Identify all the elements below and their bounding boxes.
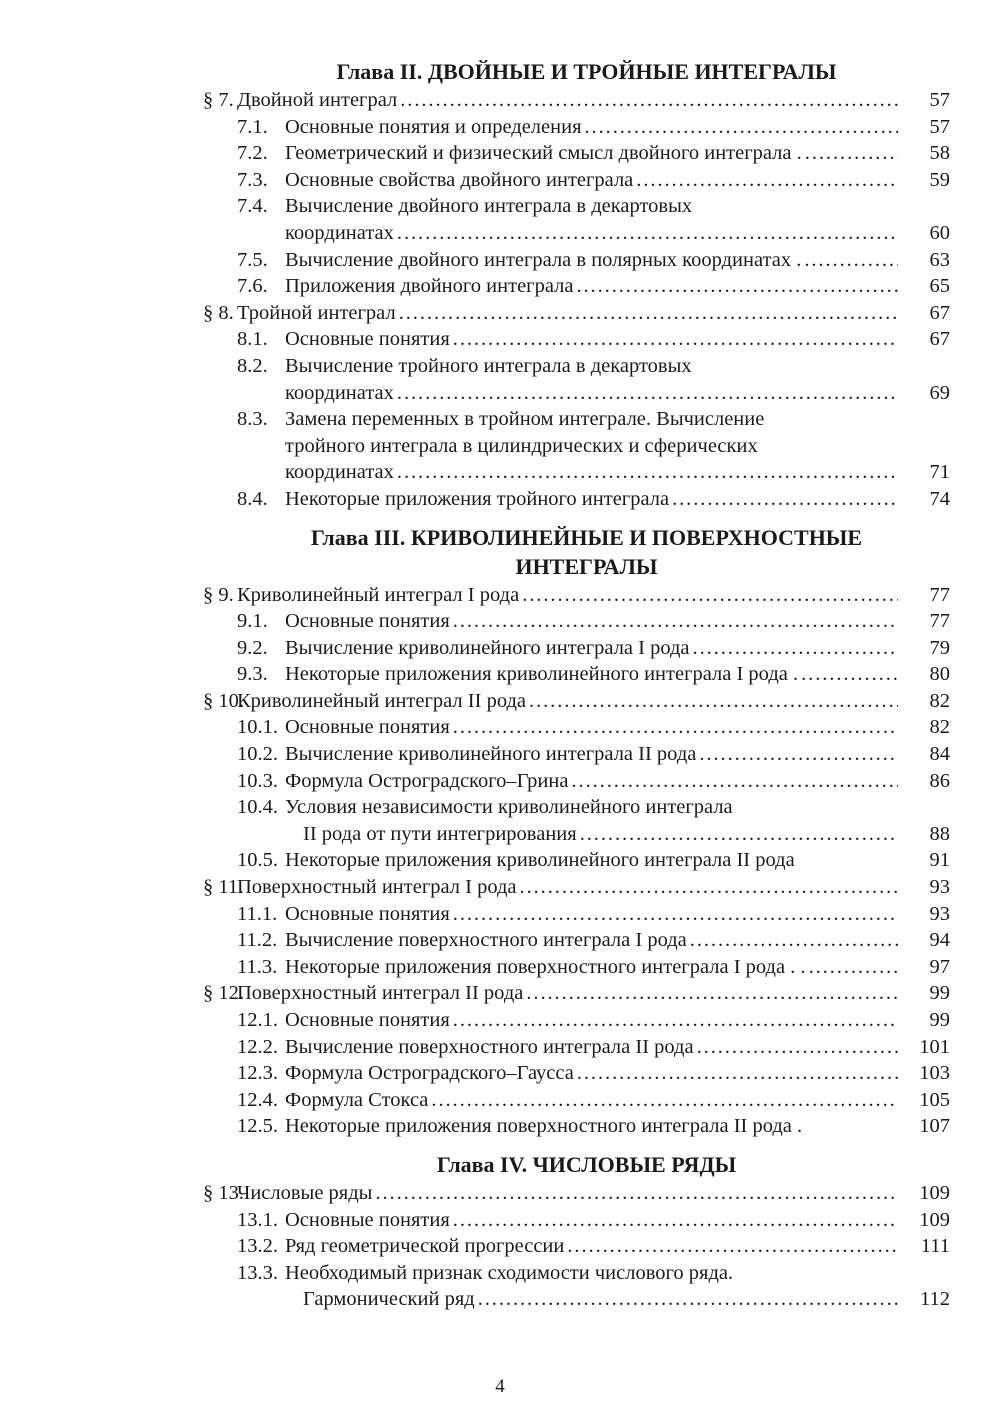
dot-leader <box>694 1034 898 1061</box>
dot-leader <box>450 326 898 353</box>
entry-page-number: 93 <box>929 902 950 925</box>
entry-page-spacer <box>898 433 950 460</box>
toc-subsection-entry[interactable] <box>203 954 950 981</box>
toc-subsection-entry[interactable] <box>203 768 950 795</box>
entry-page-number: 93 <box>929 876 950 899</box>
entry-page-number: 65 <box>929 275 950 298</box>
entry-title-text: Формула Стокса <box>285 1088 429 1111</box>
entry-title-text: Формула Остроградского–Грина <box>285 769 569 792</box>
entry-title-text: координатах <box>285 221 394 244</box>
toc-section-entry[interactable] <box>203 980 950 1007</box>
chapter-title: Глава II. ДВОЙНЫЕ И ТРОЙНЫЕ ИНТЕГРАЛЫ <box>336 59 837 84</box>
entry-title-text: Вычисление двойного интеграла в декартовых <box>285 195 693 218</box>
entry-title-line <box>285 167 898 194</box>
entry-page-number: 94 <box>929 929 950 952</box>
entry-title-text: Основные понятия <box>285 1009 450 1031</box>
entry-title-line <box>285 140 898 167</box>
dot-leader <box>450 714 898 741</box>
entry-title-line <box>285 247 898 274</box>
toc-subsection-entry[interactable] <box>203 821 950 848</box>
toc-subsection-entry[interactable] <box>203 1034 950 1061</box>
entry-page-spacer <box>898 406 950 433</box>
entry-title-line <box>203 433 898 460</box>
entry-title-text: Некоторые приложения поверхностного интеграла I рода . . <box>285 955 806 978</box>
entry-page-spacer <box>898 794 950 821</box>
entry-page-number: 84 <box>929 743 950 766</box>
dot-leader <box>801 247 898 274</box>
toc-subsection-entry[interactable] <box>203 380 950 407</box>
entry-page-number: 77 <box>929 583 950 606</box>
table-of-contents <box>203 58 950 1313</box>
entry-title-text: Некоторые приложения тройного интеграла <box>285 487 670 510</box>
dot-leader <box>573 273 898 300</box>
entry-title-text: Основные понятия <box>285 902 450 925</box>
entry-page-number: 97 <box>929 955 950 978</box>
entry-page-number: 82 <box>929 716 950 739</box>
entry-title-line <box>285 273 898 300</box>
toc-subsection-entry[interactable] <box>203 1286 950 1313</box>
entry-page-number: 103 <box>919 1062 950 1085</box>
entry-number: § 9. <box>203 583 234 606</box>
toc-subsection-entry[interactable] <box>203 661 950 688</box>
dot-leader <box>669 486 898 513</box>
entry-title-text: Двойной интеграл <box>237 89 398 111</box>
entry-title-line <box>237 1180 898 1207</box>
entry-number: § 8. <box>203 301 234 324</box>
dot-leader <box>396 300 898 327</box>
toc-subsection-entry[interactable] <box>203 714 950 741</box>
entry-title-text: Ряд геометрической прогрессии <box>285 1235 565 1258</box>
entry-page-number: 99 <box>929 1009 950 1031</box>
entry-number: 8.1. <box>237 328 268 351</box>
toc-subsection-entry[interactable] <box>203 140 950 167</box>
entry-number: 12.3. <box>237 1062 278 1085</box>
dot-leader <box>568 768 898 795</box>
dot-leader <box>523 980 898 1007</box>
entry-page-number: 82 <box>929 689 950 712</box>
entry-page-number: 67 <box>929 328 950 351</box>
dot-leader <box>564 1233 898 1260</box>
dot-leader <box>394 459 898 486</box>
entry-number: 10.1. <box>237 716 278 739</box>
entry-number: 11.1. <box>237 902 278 925</box>
entry-page-number: 86 <box>929 769 950 792</box>
toc-subsection-entry[interactable] <box>203 167 950 194</box>
dot-leader <box>526 688 898 715</box>
toc-subsection-entry[interactable] <box>203 741 950 768</box>
chapter-title: Глава IV. ЧИСЛОВЫЕ РЯДЫ <box>436 1151 737 1177</box>
toc-section-entry[interactable] <box>203 87 950 114</box>
toc-section-entry[interactable] <box>203 582 950 609</box>
entry-title-line <box>237 582 898 609</box>
dot-leader <box>582 114 899 141</box>
entry-title-text: Некоторые приложения криволинейного интеграла I рода . <box>285 663 799 686</box>
entry-page-number: 79 <box>929 636 950 659</box>
entry-page-number: 109 <box>919 1208 950 1231</box>
toc-subsection-entry[interactable] <box>203 794 950 821</box>
entry-title-line <box>285 1207 898 1234</box>
toc-subsection-entry[interactable] <box>203 406 950 433</box>
entry-number: 10.4. <box>237 796 278 819</box>
toc-subsection-entry[interactable] <box>203 220 950 247</box>
entry-number: 9.3. <box>237 663 268 686</box>
entry-number: 8.2. <box>237 354 268 377</box>
entry-title-text: Приложения двойного интеграла <box>285 275 574 298</box>
entry-title-line <box>285 1233 898 1260</box>
toc-subsection-entry[interactable] <box>203 1060 950 1087</box>
entry-title-text: Криволинейный интеграл II рода <box>237 689 527 712</box>
entry-number: 13.3. <box>237 1261 278 1284</box>
entry-title-text: Основные понятия <box>285 610 450 633</box>
entry-number: 8.3. <box>237 408 268 431</box>
entry-page-number: 57 <box>929 89 950 111</box>
toc-subsection-entry[interactable] <box>203 1087 950 1114</box>
toc-subsection-entry[interactable] <box>203 486 950 513</box>
dot-leader <box>394 380 898 407</box>
entry-number: 7.1. <box>237 115 268 138</box>
entry-number: 13.1. <box>237 1208 278 1231</box>
dot-leader <box>806 954 898 981</box>
entry-number: § 10. <box>203 689 244 712</box>
entry-title-line <box>285 1007 898 1034</box>
entry-page-number: 111 <box>920 1235 950 1258</box>
entry-title-text: координатах <box>285 381 394 404</box>
entry-page-number: 109 <box>919 1181 950 1204</box>
entry-title-line <box>285 353 898 380</box>
entry-title-line <box>237 874 898 901</box>
entry-page-number: 77 <box>929 610 950 633</box>
dot-leader <box>687 927 898 954</box>
entry-number: 7.2. <box>237 142 268 165</box>
dot-leader <box>372 1180 898 1207</box>
entry-title-line <box>285 768 898 795</box>
entry-number: 12.4. <box>237 1088 278 1111</box>
dot-leader <box>397 87 898 114</box>
entry-title-line <box>285 635 898 662</box>
entry-number: 12.1. <box>237 1009 278 1031</box>
entry-page-number: 88 <box>929 822 950 845</box>
entry-number: 9.1. <box>237 610 268 633</box>
toc-subsection-entry[interactable] <box>203 1260 950 1287</box>
dot-leader <box>450 608 898 635</box>
entry-number: 10.3. <box>237 769 278 792</box>
entry-title-text: Вычисление криволинейного интеграла II рода <box>285 743 697 766</box>
entry-title-text: Вычисление тройного интеграла в декартовых <box>285 354 692 377</box>
toc-subsection-entry[interactable] <box>203 247 950 274</box>
entry-title-text: тройного интеграла в цилиндрических и сферических <box>285 434 758 457</box>
dot-leader <box>517 874 898 901</box>
toc-subsection-entry[interactable] <box>203 459 950 486</box>
entry-number: 11.2. <box>237 929 278 952</box>
dot-leader <box>475 1286 898 1313</box>
entry-page-number: 99 <box>929 982 950 1005</box>
entry-page-spacer <box>898 193 950 220</box>
entry-page-number: 60 <box>929 221 950 244</box>
entry-title-line <box>285 1113 898 1140</box>
entry-title-line <box>203 821 898 848</box>
entry-page-number: 67 <box>929 301 950 324</box>
chapter-gap <box>203 513 950 524</box>
entry-number: § 12. <box>203 982 244 1005</box>
entry-title-text: Основные понятия <box>285 1208 450 1231</box>
entry-title-line <box>285 406 898 433</box>
entry-title-text: Некоторые приложения поверхностного интеграла II рода . <box>285 1115 803 1138</box>
entry-title-line <box>285 741 898 768</box>
dot-leader <box>802 140 898 167</box>
entry-title-line <box>203 380 898 407</box>
entry-title-line <box>285 608 898 635</box>
toc-subsection-entry[interactable] <box>203 847 950 874</box>
entry-number: 12.2. <box>237 1035 278 1058</box>
entry-number: 12.5. <box>237 1115 278 1138</box>
entry-page-number: 91 <box>929 849 950 872</box>
entry-title-line <box>237 980 898 1007</box>
entry-title-line <box>285 486 898 513</box>
toc-subsection-entry[interactable] <box>203 193 950 220</box>
entry-title-text: Поверхностный интеграл II рода <box>237 982 524 1005</box>
entry-number: 11.3. <box>237 955 278 978</box>
entry-page-number: 69 <box>929 381 950 404</box>
toc-subsection-entry[interactable] <box>203 608 950 635</box>
entry-title-line <box>237 300 898 327</box>
entry-page-number: 80 <box>929 663 950 686</box>
entry-number: § 11. <box>203 876 244 899</box>
entry-page-spacer <box>898 353 950 380</box>
entry-number: 10.2. <box>237 743 278 766</box>
toc-subsection-entry[interactable] <box>203 1207 950 1234</box>
toc-subsection-entry[interactable] <box>203 1113 950 1140</box>
entry-title-text: Числовые ряды <box>237 1181 373 1204</box>
entry-title-line <box>285 901 898 928</box>
entry-title-line <box>285 954 898 981</box>
entry-page-number: 58 <box>929 142 950 165</box>
toc-subsection-entry[interactable] <box>203 353 950 380</box>
entry-number: 13.2. <box>237 1235 278 1258</box>
toc-subsection-entry[interactable] <box>203 273 950 300</box>
entry-number: 7.3. <box>237 168 268 191</box>
chapter-title: Глава III. КРИВОЛИНЕЙНЫЕ И ПОВЕРХНОСТНЫЕ <box>310 524 863 550</box>
entry-title-text: Основные свойства двойного интеграла <box>285 168 634 191</box>
dot-leader <box>633 167 898 194</box>
toc-section-entry[interactable] <box>203 688 950 715</box>
entry-title-text: Необходимый признак сходимости числового ряда. <box>285 1261 734 1284</box>
entry-title-text: Вычисление поверхностного интеграла II рода <box>285 1035 694 1058</box>
toc-section-entry[interactable] <box>203 874 950 901</box>
toc-subsection-entry[interactable] <box>203 635 950 662</box>
toc-section-entry[interactable] <box>203 1180 950 1207</box>
entry-title-line <box>237 688 898 715</box>
entry-title-line <box>285 714 898 741</box>
dot-leader <box>394 220 898 247</box>
entry-title-line <box>203 220 898 247</box>
entry-title-text: Гармонический ряд <box>303 1288 475 1311</box>
entry-title-line <box>285 1034 898 1061</box>
dot-leader <box>428 1087 898 1114</box>
dot-leader <box>450 1207 898 1234</box>
dot-leader <box>798 661 898 688</box>
entry-page-number: 112 <box>920 1288 950 1311</box>
entry-title-text: Вычисление криволинейного интеграла I рода <box>285 636 690 659</box>
entry-page-number: 107 <box>919 1115 950 1138</box>
entry-page-number: 63 <box>929 248 950 271</box>
entry-page-number: 71 <box>929 461 950 484</box>
entry-title-line <box>285 1060 898 1087</box>
entry-title-text: Основные понятия и определения <box>285 115 582 138</box>
toc-subsection-entry[interactable] <box>203 1007 950 1034</box>
entry-number: 10.5. <box>237 849 278 872</box>
entry-title-line <box>237 87 898 114</box>
entry-title-text: Замена переменных в тройном интеграле. Вычисление <box>285 408 765 431</box>
entry-page-spacer <box>898 1260 950 1287</box>
toc-subsection-entry[interactable] <box>203 927 950 954</box>
entry-page-number: 59 <box>929 168 950 191</box>
entry-title-text: Поверхностный интеграл I рода <box>237 876 517 899</box>
entry-title-line <box>203 459 898 486</box>
entry-number: 7.6. <box>237 275 268 298</box>
entry-number: 9.2. <box>237 636 268 659</box>
entry-title-line <box>285 661 898 688</box>
dot-leader <box>690 635 898 662</box>
entry-title-line <box>203 1286 898 1313</box>
entry-page-number: 105 <box>919 1088 950 1111</box>
chapter-title-continued: ИНТЕГРАЛЫ <box>515 553 658 579</box>
entry-title-text: Геометрический и физический смысл двойного интеграла . <box>285 142 802 165</box>
toc-subsection-entry[interactable] <box>203 114 950 141</box>
entry-page-number: 74 <box>929 487 950 510</box>
entry-title-line <box>285 326 898 353</box>
toc-subsection-entry[interactable] <box>203 326 950 353</box>
entry-title-text: Вычисление поверхностного интеграла I рода <box>285 929 687 952</box>
entry-title-text: Криволинейный интеграл I рода <box>237 583 520 606</box>
dot-leader <box>519 582 898 609</box>
toc-subsection-entry[interactable] <box>203 901 950 928</box>
entry-title-text: Вычисление двойного интеграла в полярных координатах . <box>285 248 802 271</box>
dot-leader <box>450 1007 898 1034</box>
entry-title-text: Формула Остроградского–Гаусса <box>285 1062 574 1085</box>
entry-title-text: Основные понятия <box>285 328 450 351</box>
entry-title-line <box>285 1087 898 1114</box>
dot-leader <box>696 741 898 768</box>
entry-title-line <box>285 927 898 954</box>
entry-title-line <box>285 794 898 821</box>
toc-subsection-entry[interactable] <box>203 1233 950 1260</box>
entry-title-text: II рода от пути интегрирования <box>303 822 577 845</box>
entry-number: § 7. <box>203 89 234 111</box>
entry-title-text: Условия независимости криволинейного интеграла <box>285 796 733 819</box>
entry-title-text: Некоторые приложения криволинейного интеграла II рода <box>285 849 795 872</box>
dot-leader <box>450 901 898 928</box>
entry-title-line <box>285 193 898 220</box>
entry-title-text: Основные понятия <box>285 716 450 739</box>
dot-leader <box>577 821 898 848</box>
entry-title-line <box>285 114 898 141</box>
toc-subsection-entry[interactable] <box>203 433 950 460</box>
entry-number: § 13. <box>203 1181 244 1204</box>
entry-page-number: 101 <box>919 1035 950 1058</box>
entry-title-line <box>285 847 898 874</box>
entry-number: 8.4. <box>237 487 268 510</box>
entry-number: 7.5. <box>237 248 268 271</box>
entry-title-text: Тройной интеграл <box>237 301 396 324</box>
entry-number: 7.4. <box>237 195 268 218</box>
dot-leader <box>574 1060 898 1087</box>
entry-title-text: координатах <box>285 461 394 484</box>
entry-page-number: 57 <box>929 115 950 138</box>
entry-title-line <box>285 1260 898 1287</box>
toc-section-entry[interactable] <box>203 300 950 327</box>
page-number: 4 <box>495 1376 505 1397</box>
chapter-gap <box>203 1140 950 1151</box>
